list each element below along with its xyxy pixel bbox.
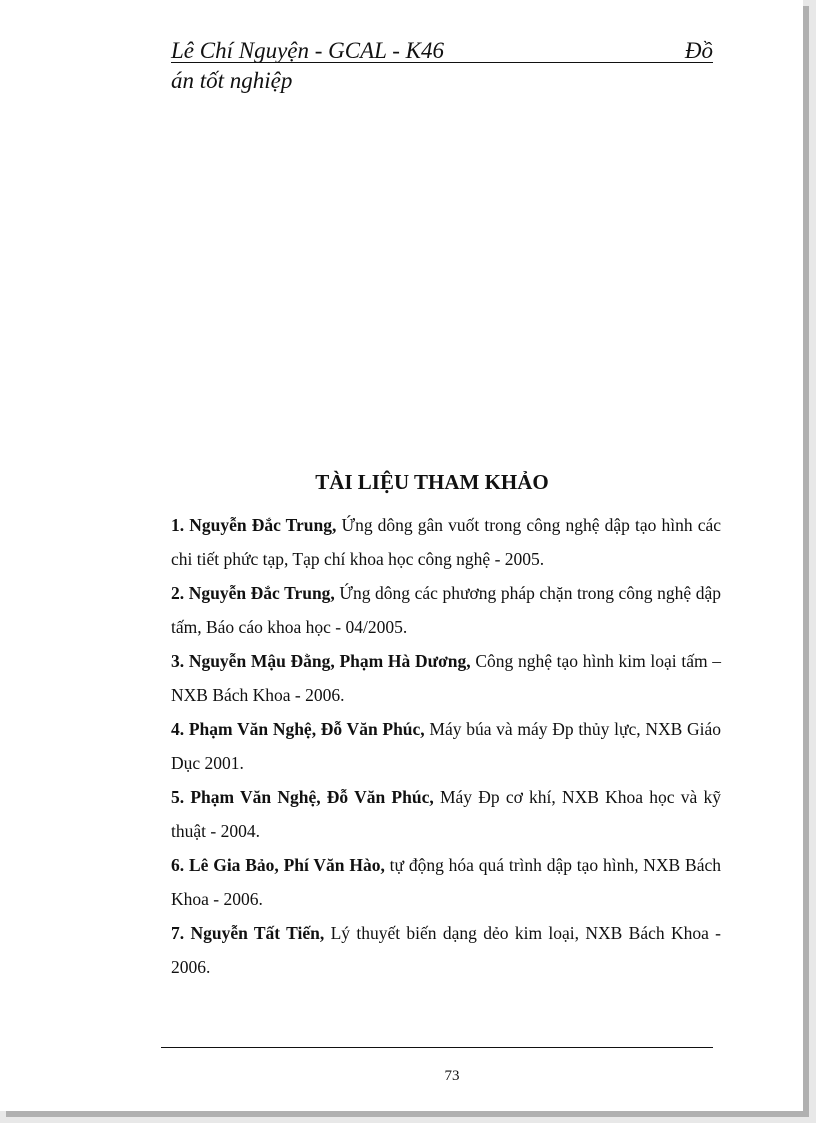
reference-item [171,712,721,780]
reference-text: tự động hóa quá trình dập tạo hình, NXB Bách Khoa - 2006. [171,855,722,909]
reference-number: 5. [171,787,185,807]
page-number: 73 [444,1068,460,1084]
reference-author-names: Lê Gia Bảo, Phí Văn Hào, [188,855,385,875]
reference-item [171,780,721,848]
reference-number: 3. [171,651,185,671]
reference-text: Máy búa và máy Ðp thủy lực, NXB Giáo Dục 2001. [171,719,722,773]
reference-number: 1. [171,515,185,535]
reference-authors [171,651,471,671]
reference-author-names: Nguyễn Đắc Trung, [189,515,337,535]
reference-number: 7. [171,923,185,943]
reference-author-names: Nguyễn Tất Tiến, [190,923,325,943]
reference-item [171,848,721,916]
reference-item [171,916,721,984]
header-line2: án tốt nghiệp [171,68,293,93]
reference-authors [171,923,324,943]
reference-authors [171,855,385,875]
reference-author-names: Phạm Văn Nghệ, Đỗ Văn Phúc, [190,787,434,807]
reference-authors [171,719,425,739]
reference-authors [171,787,434,807]
reference-text: Ứng dông các phương pháp chặn trong công nghệ dập tấm, Báo cáo khoa học - 04/2005. [171,583,721,637]
reference-author-names: Phạm Văn Nghệ, Đỗ Văn Phúc, [188,719,425,739]
reference-number: 6. [171,855,185,875]
reference-number: 2. [171,583,185,603]
reference-text: Lý thuyết biến dạng dẻo kim loại, NXB Bách Khoa - 2006. [171,923,722,977]
reference-item [171,508,721,576]
reference-item [171,644,721,712]
reference-text: Ứng dông gân vuốt trong công nghệ dập tạo hình các chi tiết phức tạp, Tạp chí khoa học công nghệ - 2005. [171,515,722,569]
reference-number: 4. [171,719,185,739]
reference-list [171,508,721,984]
reference-text: Công nghệ tạo hình kim loại tấm – NXB Bách Khoa - 2006. [171,651,722,705]
header-underline [171,62,713,63]
footer-divider [161,1047,713,1048]
section-title: TÀI LIỆU THAM KHẢO [315,470,549,494]
reference-author-names: Nguyễn Mậu Đằng, Phạm Hà Dương, [188,651,471,671]
running-header [171,36,713,96]
reference-authors [171,515,336,535]
reference-authors [171,583,335,603]
header-author: Lê Chí Nguyện - GCAL - K46 [171,38,445,63]
reference-author-names: Nguyễn Đắc Trung, [188,583,335,603]
reference-item [171,576,721,644]
header-right: Đồ [684,38,713,63]
reference-text: Máy Ðp cơ khí, NXB Khoa học và kỹ thuật - 2004. [171,787,721,841]
